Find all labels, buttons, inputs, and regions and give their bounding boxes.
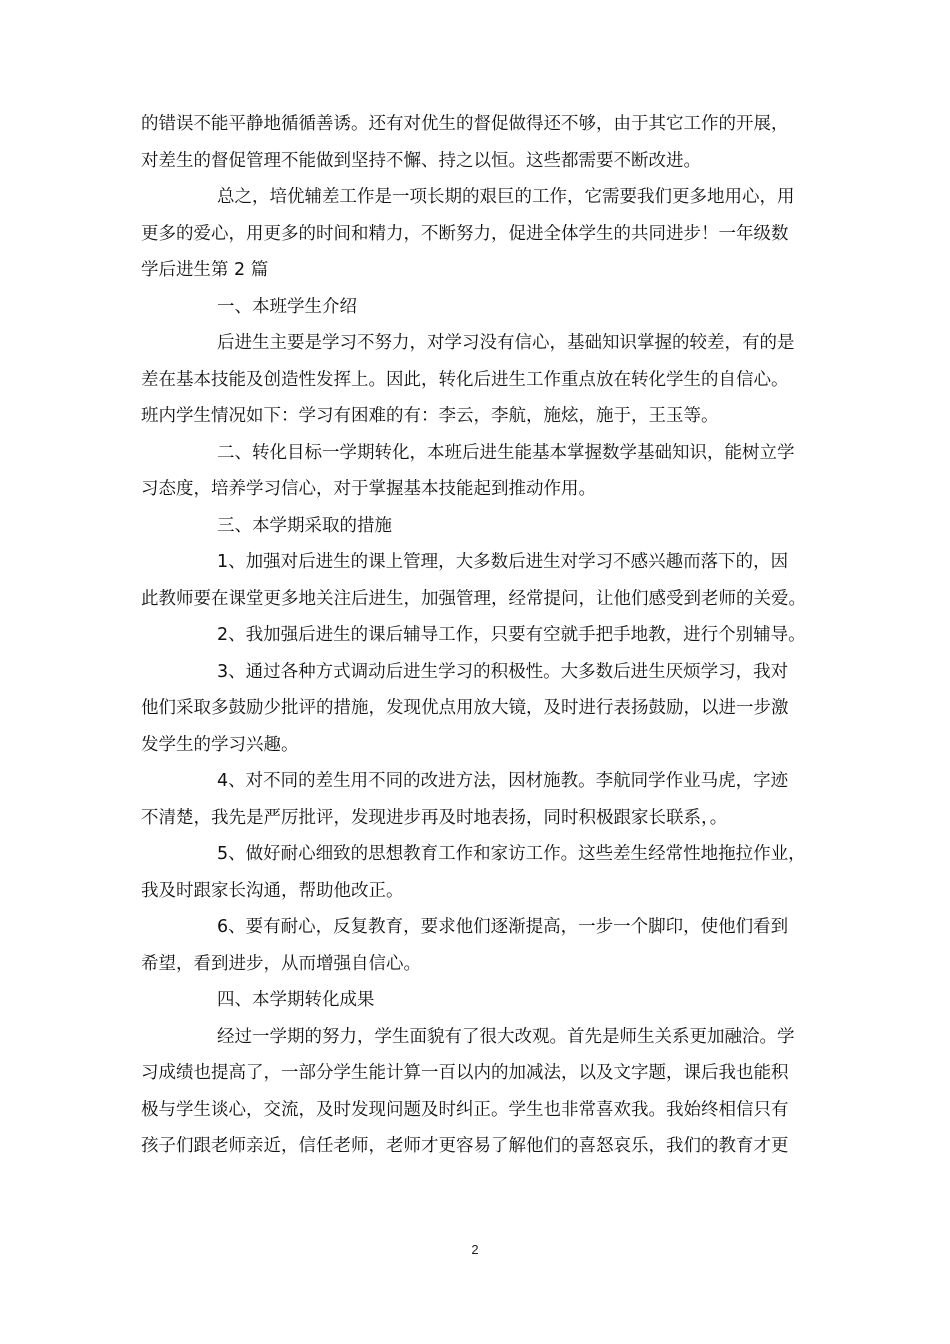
- text-line: 四、本学期转化成果: [217, 990, 375, 1010]
- text-line: 二、转化目标一学期转化，本班后进生能基本掌握数学基础知识，能树立学: [217, 442, 795, 463]
- text-line: 5、做好耐心细致的思想教育工作和家访工作。这些差生经常性地拖拉作业，: [217, 844, 806, 864]
- text-line: 孩子们跟老师亲近，信任老师，老师才更容易了解他们的喜怒哀乐，我们的教育才更: [141, 1136, 789, 1156]
- text-line: 习态度，培养学习信心，对于掌握基本技能起到推动作用。: [141, 479, 596, 499]
- text-line: 发学生的学习兴趣。: [141, 734, 299, 755]
- text-line: 更多的爱心，用更多的时间和精力，不断努力，促进全体学生的共同进步！一年级数: [141, 223, 789, 244]
- text-line: 差在基本技能及创造性发挥上。因此，转化后进生工作重点放在转化学生的自信心。: [141, 369, 789, 390]
- text-line: 的错误不能平静地循循善诱。还有对优生的督促做得还不够，由于其它工作的开展，: [141, 114, 789, 134]
- text-line: 极与学生谈心，交流，及时发现问题及时纠正。学生也非常喜欢我。我始终相信只有: [141, 1099, 789, 1120]
- text-line: 习成绩也提高了，一部分学生能计算一百以内的加减法，以及文字题，课后我也能积: [141, 1063, 789, 1083]
- text-line: 此教师要在课堂更多地关注后进生，加强管理，经常提问，让他们感受到老师的关爱。: [141, 588, 806, 609]
- document-body: [141, 106, 821, 1165]
- text-line: 三、本学期采取的措施: [217, 515, 392, 536]
- text-line: 希望，看到进步，从而增强自信心。: [141, 953, 421, 974]
- text-line: 他们采取多鼓励少批评的措施，发现优点用放大镜，及时进行表扬鼓励，以进一步激: [141, 698, 789, 718]
- text-line: 对差生的督促管理不能做到坚持不懈、持之以恒。这些都需要不断改进。: [141, 150, 701, 171]
- text-line: 后进生主要是学习不努力，对学习没有信心，基础知识掌握的较差，有的是: [217, 333, 795, 353]
- text-line: 一、本班学生介绍: [217, 296, 357, 317]
- text-line: 4、对不同的差生用不同的改进方法，因材施教。李航同学作业马虎，字迹: [217, 771, 789, 791]
- text-line: 学后进生第 2 篇: [141, 260, 269, 280]
- text-line: 3、通过各种方式调动后进生学习的积极性。大多数后进生厌烦学习，我对: [217, 661, 789, 682]
- text-line: 2、我加强后进生的课后辅导工作，只要有空就手把手地教，进行个别辅导。: [217, 625, 806, 645]
- text-line: 总之，培优辅差工作是一项长期的艰巨的工作，它需要我们更多地用心，用: [217, 187, 795, 207]
- text-line: 我及时跟家长沟通，帮助他改正。: [141, 880, 404, 901]
- text-line: 班内学生情况如下：学习有困难的有：李云，李航，施炫，施于，王玉等。: [141, 406, 719, 426]
- text-line: 1、加强对后进生的课上管理，大多数后进生对学习不感兴趣而落下的，因: [217, 552, 789, 572]
- text-line: 经过一学期的努力，学生面貌有了很大改观。首先是师生关系更加融洽。学: [217, 1026, 795, 1047]
- text-line: 不清楚，我先是严厉批评，发现进步再及时地表扬，同时积极跟家长联系，。: [141, 807, 728, 828]
- page-number: 2: [471, 1242, 479, 1257]
- text-line: 6、要有耐心，反复教育，要求他们逐渐提高，一步一个脚印，使他们看到: [217, 917, 789, 937]
